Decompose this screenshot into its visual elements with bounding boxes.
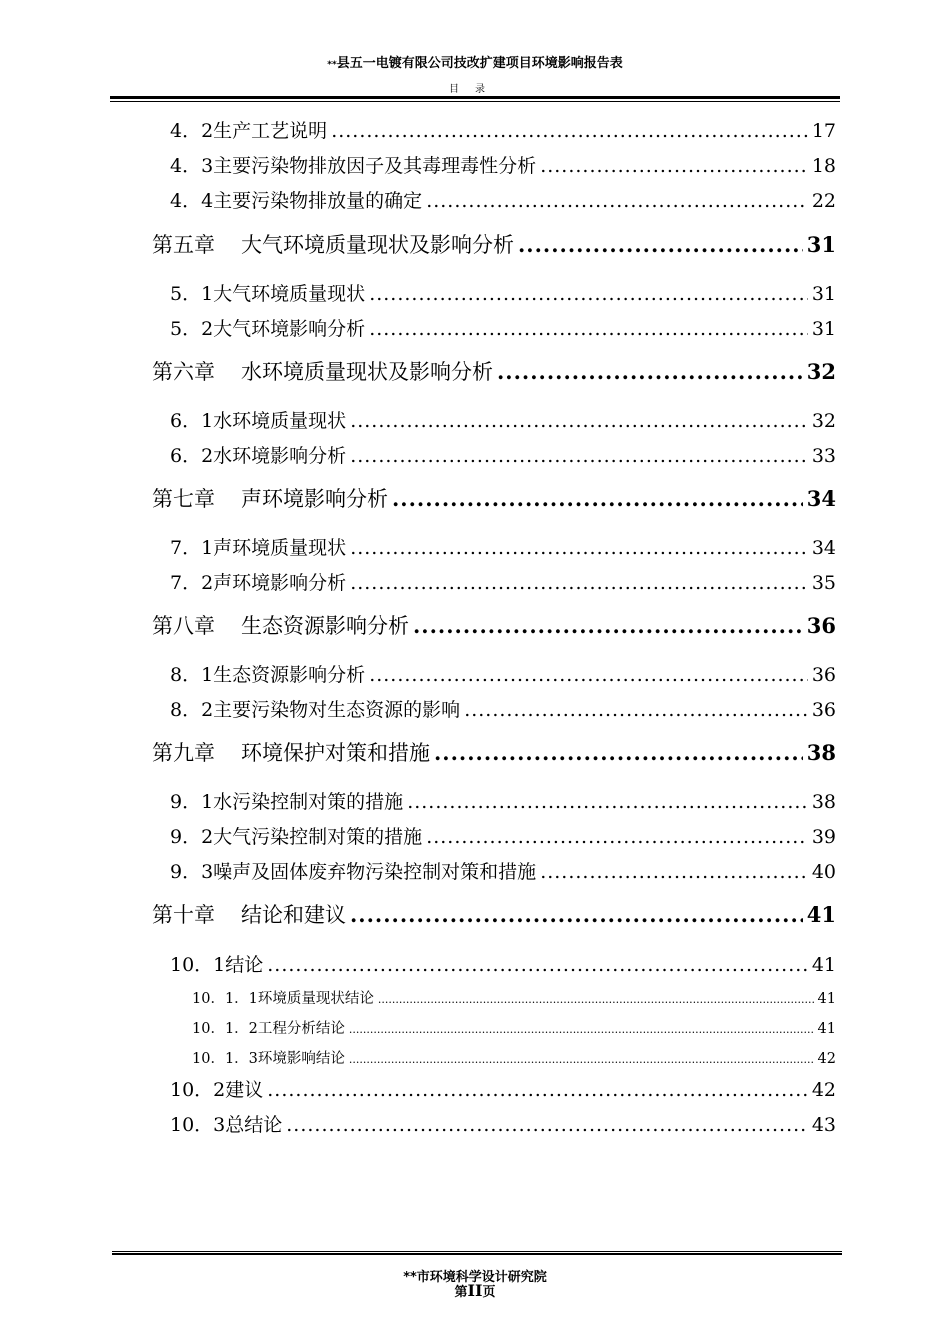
chapter-number: 第十章 <box>152 903 215 927</box>
toc-leader-dots <box>350 410 808 432</box>
toc-leader-dots <box>407 791 808 813</box>
toc-entry-label: 7．2声环境影响分析 <box>170 572 347 594</box>
toc-leader-dots <box>518 232 803 257</box>
toc-entry-label <box>152 610 409 640</box>
toc-leader-dots <box>426 190 808 212</box>
toc-chapter-entry[interactable] <box>152 899 836 929</box>
toc-leader-dots <box>434 740 803 765</box>
toc-page-number: 18 <box>811 155 836 177</box>
footer-rule-thin <box>112 1251 842 1252</box>
toc-leader-dots <box>349 1023 814 1036</box>
toc-leader-dots <box>497 359 803 384</box>
toc-leader-dots <box>378 993 814 1006</box>
toc-section-entry[interactable] <box>170 660 836 686</box>
chapter-title: 生态资源影响分析 <box>241 614 409 638</box>
toc-section-entry[interactable] <box>170 533 836 559</box>
toc-entry-label: 4．3主要污染物排放因子及其毒理毒性分析 <box>170 155 537 177</box>
toc-leader-dots <box>426 826 808 848</box>
toc-page-number: 32 <box>811 410 836 432</box>
toc-section-entry[interactable] <box>170 1075 836 1101</box>
toc-section-entry[interactable] <box>192 1047 836 1067</box>
toc-leader-dots <box>540 155 808 177</box>
toc-leader-dots <box>369 664 808 686</box>
toc-entry-label: 8．1生态资源影响分析 <box>170 664 366 686</box>
toc-page-number: 34 <box>811 537 836 559</box>
toc-chapter-entry[interactable] <box>152 229 836 259</box>
toc-entry-label: 7．1声环境质量现状 <box>170 537 347 559</box>
footer-page-number <box>0 1281 950 1300</box>
toc-section-entry[interactable] <box>170 822 836 848</box>
toc-entry-label: 10．1．2工程分析结论 <box>192 1021 345 1037</box>
header-title-prefix: ** <box>327 60 337 70</box>
toc-page-number: 38 <box>806 740 836 765</box>
toc-page-number: 31 <box>806 232 836 257</box>
toc-entry-label <box>152 737 430 767</box>
toc-page-number: 36 <box>806 613 836 638</box>
toc-section-entry[interactable] <box>170 857 836 883</box>
toc-page-number: 38 <box>811 791 836 813</box>
toc-page-number: 22 <box>811 190 836 212</box>
toc-entry-label: 10．1．3环境影响结论 <box>192 1051 345 1067</box>
chapter-number: 第七章 <box>152 487 215 511</box>
toc-leader-dots <box>350 445 808 467</box>
toc-page-number: 41 <box>817 991 836 1007</box>
page-suffix: 页 <box>482 1285 496 1300</box>
toc-page-number: 35 <box>811 572 836 594</box>
toc-entry-label: 9．3噪声及固体废弃物污染控制对策和措施 <box>170 861 537 883</box>
toc-entry-label <box>152 899 346 929</box>
toc-section-entry[interactable] <box>170 186 836 212</box>
toc-entry-label: 10．1．1环境质量现状结论 <box>192 991 374 1007</box>
toc-section-entry[interactable] <box>170 406 836 432</box>
toc-section-entry[interactable] <box>170 279 836 305</box>
toc-chapter-entry[interactable] <box>152 737 836 767</box>
toc-page-number: 33 <box>811 445 836 467</box>
chapter-title: 声环境影响分析 <box>241 487 388 511</box>
chapter-number: 第九章 <box>152 741 215 765</box>
chapter-title: 大气环境质量现状及影响分析 <box>241 233 514 257</box>
toc-entry-label: 5．1大气环境质量现状 <box>170 283 366 305</box>
toc-leader-dots <box>540 861 808 883</box>
toc-section-entry[interactable] <box>170 441 836 467</box>
footer-organization: **市环境科学设计研究院 <box>403 1270 547 1285</box>
footer-rule-thick <box>112 1253 842 1255</box>
toc-page-number: 39 <box>811 826 836 848</box>
toc-chapter-entry[interactable] <box>152 356 836 386</box>
toc-page-number: 41 <box>806 902 836 927</box>
toc-section-entry[interactable] <box>170 695 836 721</box>
toc-leader-dots <box>413 613 803 638</box>
toc-page-number: 31 <box>811 318 836 340</box>
toc-entry-label: 10．1结论 <box>170 954 264 976</box>
toc-page-number: 41 <box>811 954 836 976</box>
toc-page-number: 31 <box>811 283 836 305</box>
toc-section-entry[interactable] <box>192 987 836 1007</box>
toc-section-entry[interactable] <box>170 314 836 340</box>
toc-page-number: 17 <box>811 120 836 142</box>
toc-leader-dots <box>350 902 803 927</box>
toc-entry-label: 4．2生产工艺说明 <box>170 120 328 142</box>
toc-entry-label <box>152 356 493 386</box>
toc-section-entry[interactable] <box>170 787 836 813</box>
header-rule-thin <box>110 101 840 102</box>
toc-section-entry[interactable] <box>170 568 836 594</box>
toc-leader-dots <box>464 699 808 721</box>
toc-entry-label: 4．4主要污染物排放量的确定 <box>170 190 423 212</box>
toc-section-entry[interactable] <box>192 1017 836 1037</box>
toc-entry-label: 10．2建议 <box>170 1079 264 1101</box>
chapter-number: 第八章 <box>152 614 215 638</box>
toc-leader-dots <box>349 1053 814 1066</box>
toc-leader-dots <box>350 572 808 594</box>
chapter-title: 结论和建议 <box>241 903 346 927</box>
toc-leader-dots <box>392 486 803 511</box>
toc-page-number: 36 <box>811 664 836 686</box>
toc-leader-dots <box>267 1079 808 1101</box>
header-rule-thick <box>110 96 840 99</box>
toc-page-number: 34 <box>806 486 836 511</box>
toc-entry-label: 9．1水污染控制对策的措施 <box>170 791 404 813</box>
toc-leader-dots <box>286 1114 808 1136</box>
toc-section-entry[interactable] <box>170 116 836 142</box>
chapter-number: 第五章 <box>152 233 215 257</box>
toc-entry-label: 5．2大气环境影响分析 <box>170 318 366 340</box>
toc-leader-dots <box>331 120 808 142</box>
toc-entry-label: 8．2主要污染物对生态资源的影响 <box>170 699 461 721</box>
toc-page-number: 43 <box>811 1114 836 1136</box>
toc-leader-dots <box>350 537 808 559</box>
page-prefix: 第 <box>454 1285 468 1300</box>
toc-leader-dots <box>267 954 808 976</box>
toc-entry-label: 9．2大气污染控制对策的措施 <box>170 826 423 848</box>
chapter-number: 第六章 <box>152 360 215 384</box>
toc-section-entry[interactable] <box>170 151 836 177</box>
header-title-text: 县五一电镀有限公司技改扩建项目环境影响报告表 <box>336 56 623 71</box>
toc-page-number: 32 <box>806 359 836 384</box>
toc-chapter-entry[interactable] <box>152 483 836 513</box>
document-header-title <box>0 52 950 71</box>
header-subtitle: 目录 <box>449 84 501 95</box>
toc-entry-label <box>152 229 514 259</box>
page-number: II <box>467 1281 483 1300</box>
toc-entry-label: 6．1水环境质量现状 <box>170 410 347 432</box>
toc-entry-label <box>152 483 388 513</box>
chapter-title: 水环境质量现状及影响分析 <box>241 360 493 384</box>
chapter-title: 环境保护对策和措施 <box>241 741 430 765</box>
toc-section-entry[interactable] <box>170 1110 836 1136</box>
toc-page-number: 42 <box>811 1079 836 1101</box>
toc-chapter-entry[interactable] <box>152 610 836 640</box>
toc-entry-label: 6．2水环境影响分析 <box>170 445 347 467</box>
toc-page-number: 36 <box>811 699 836 721</box>
toc-leader-dots <box>369 283 808 305</box>
toc-entry-label: 10．3总结论 <box>170 1114 283 1136</box>
toc-leader-dots <box>369 318 808 340</box>
toc-section-entry[interactable] <box>170 950 836 976</box>
toc-page-number: 42 <box>817 1051 836 1067</box>
toc-page-number: 40 <box>811 861 836 883</box>
toc-page-number: 41 <box>817 1021 836 1037</box>
